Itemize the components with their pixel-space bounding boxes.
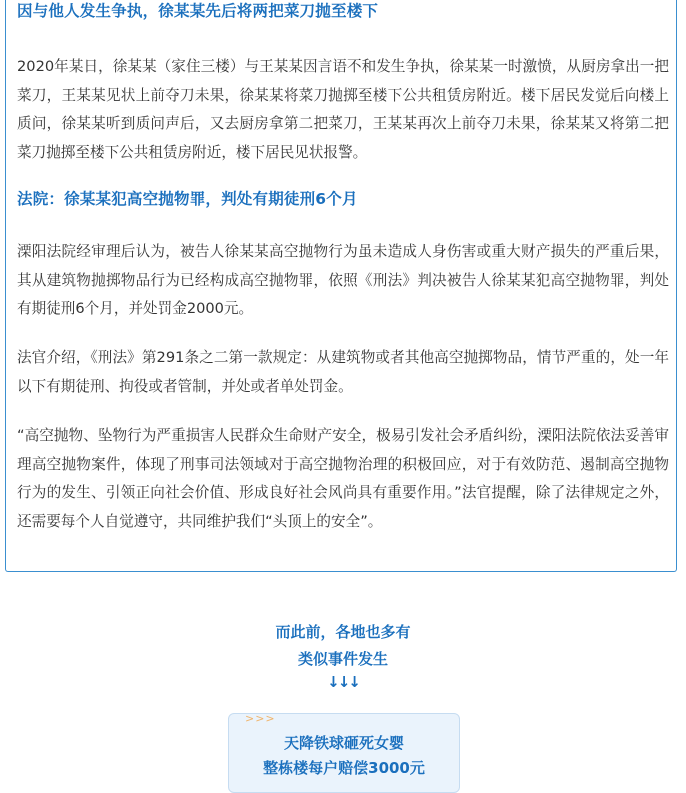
- paragraph-law-article: 法官介绍，《刑法》第291条之二第一款规定：从建筑物或者其他高空抛掷物品，情节严重的，处一年以下有期徒刑、拘役或者管制，并处或者单处罚金。: [17, 349, 669, 395]
- paragraph-judge-quote: “高空抛物、坠物行为严重损害人民群众生命财产安全，极易引发社会矛盾纠纷，溧阳法院依法妥善审理高空抛物案件，体现了刑事司法领域对于高空抛物治理的积极回应，对于有效防范、遏制高空抛物行为的发生、引领正向社会价值、形成良好社会风尚具有重要作用。”法官提醒，除了法律规定之外，还需要每个人自觉遵守，共同维护我们“头顶上的安全”。: [17, 427, 669, 530]
- down-arrows-icon: ↓↓↓: [327, 673, 359, 691]
- section-heading-verdict: 法院：徐某某犯高空抛物罪，判处有期徒刑6个月: [17, 190, 358, 208]
- transition-line-2: 类似事件发生: [297, 650, 388, 668]
- transition-line-1: 而此前，各地也多有: [275, 623, 411, 641]
- related-article-title-line-2: 整栋楼每户赔偿3000元: [263, 759, 425, 777]
- related-article-link[interactable]: [228, 713, 460, 793]
- article-card: [5, 0, 677, 572]
- chevrons-decoration-icon: >>>: [245, 712, 276, 725]
- paragraph-court-ruling: 溧阳法院经审理后认为，被告人徐某某高空抛物行为虽未造成人身伤害或重大财产损失的严重后果，其从建筑物抛掷物品行为已经构成高空抛物罪，依照《刑法》判决被告人徐某某犯高空抛物罪，判处有期徒刑6个月，并处罚金2000元。: [17, 243, 669, 318]
- section-heading-dispute: 因与他人发生争执，徐某某先后将两把菜刀抛至楼下: [17, 2, 379, 20]
- paragraph-incident: 2020年某日，徐某某（家住三楼）与王某某因言语不和发生争执，徐某某一时激愤，从厨房拿出一把菜刀，王某某见状上前夺刀未果，徐某某将菜刀抛掷至楼下公共租赁房附近。楼下居民发觉后向楼上质问，徐某某听到质问声后，又去厨房拿第二把菜刀，王某某再次上前夺刀未果，徐某某又将第二把菜刀抛掷至楼下公共租赁房附近，楼下居民见状报警。: [17, 58, 669, 161]
- related-article-title-line-1: 天降铁球砸死女婴: [283, 734, 404, 752]
